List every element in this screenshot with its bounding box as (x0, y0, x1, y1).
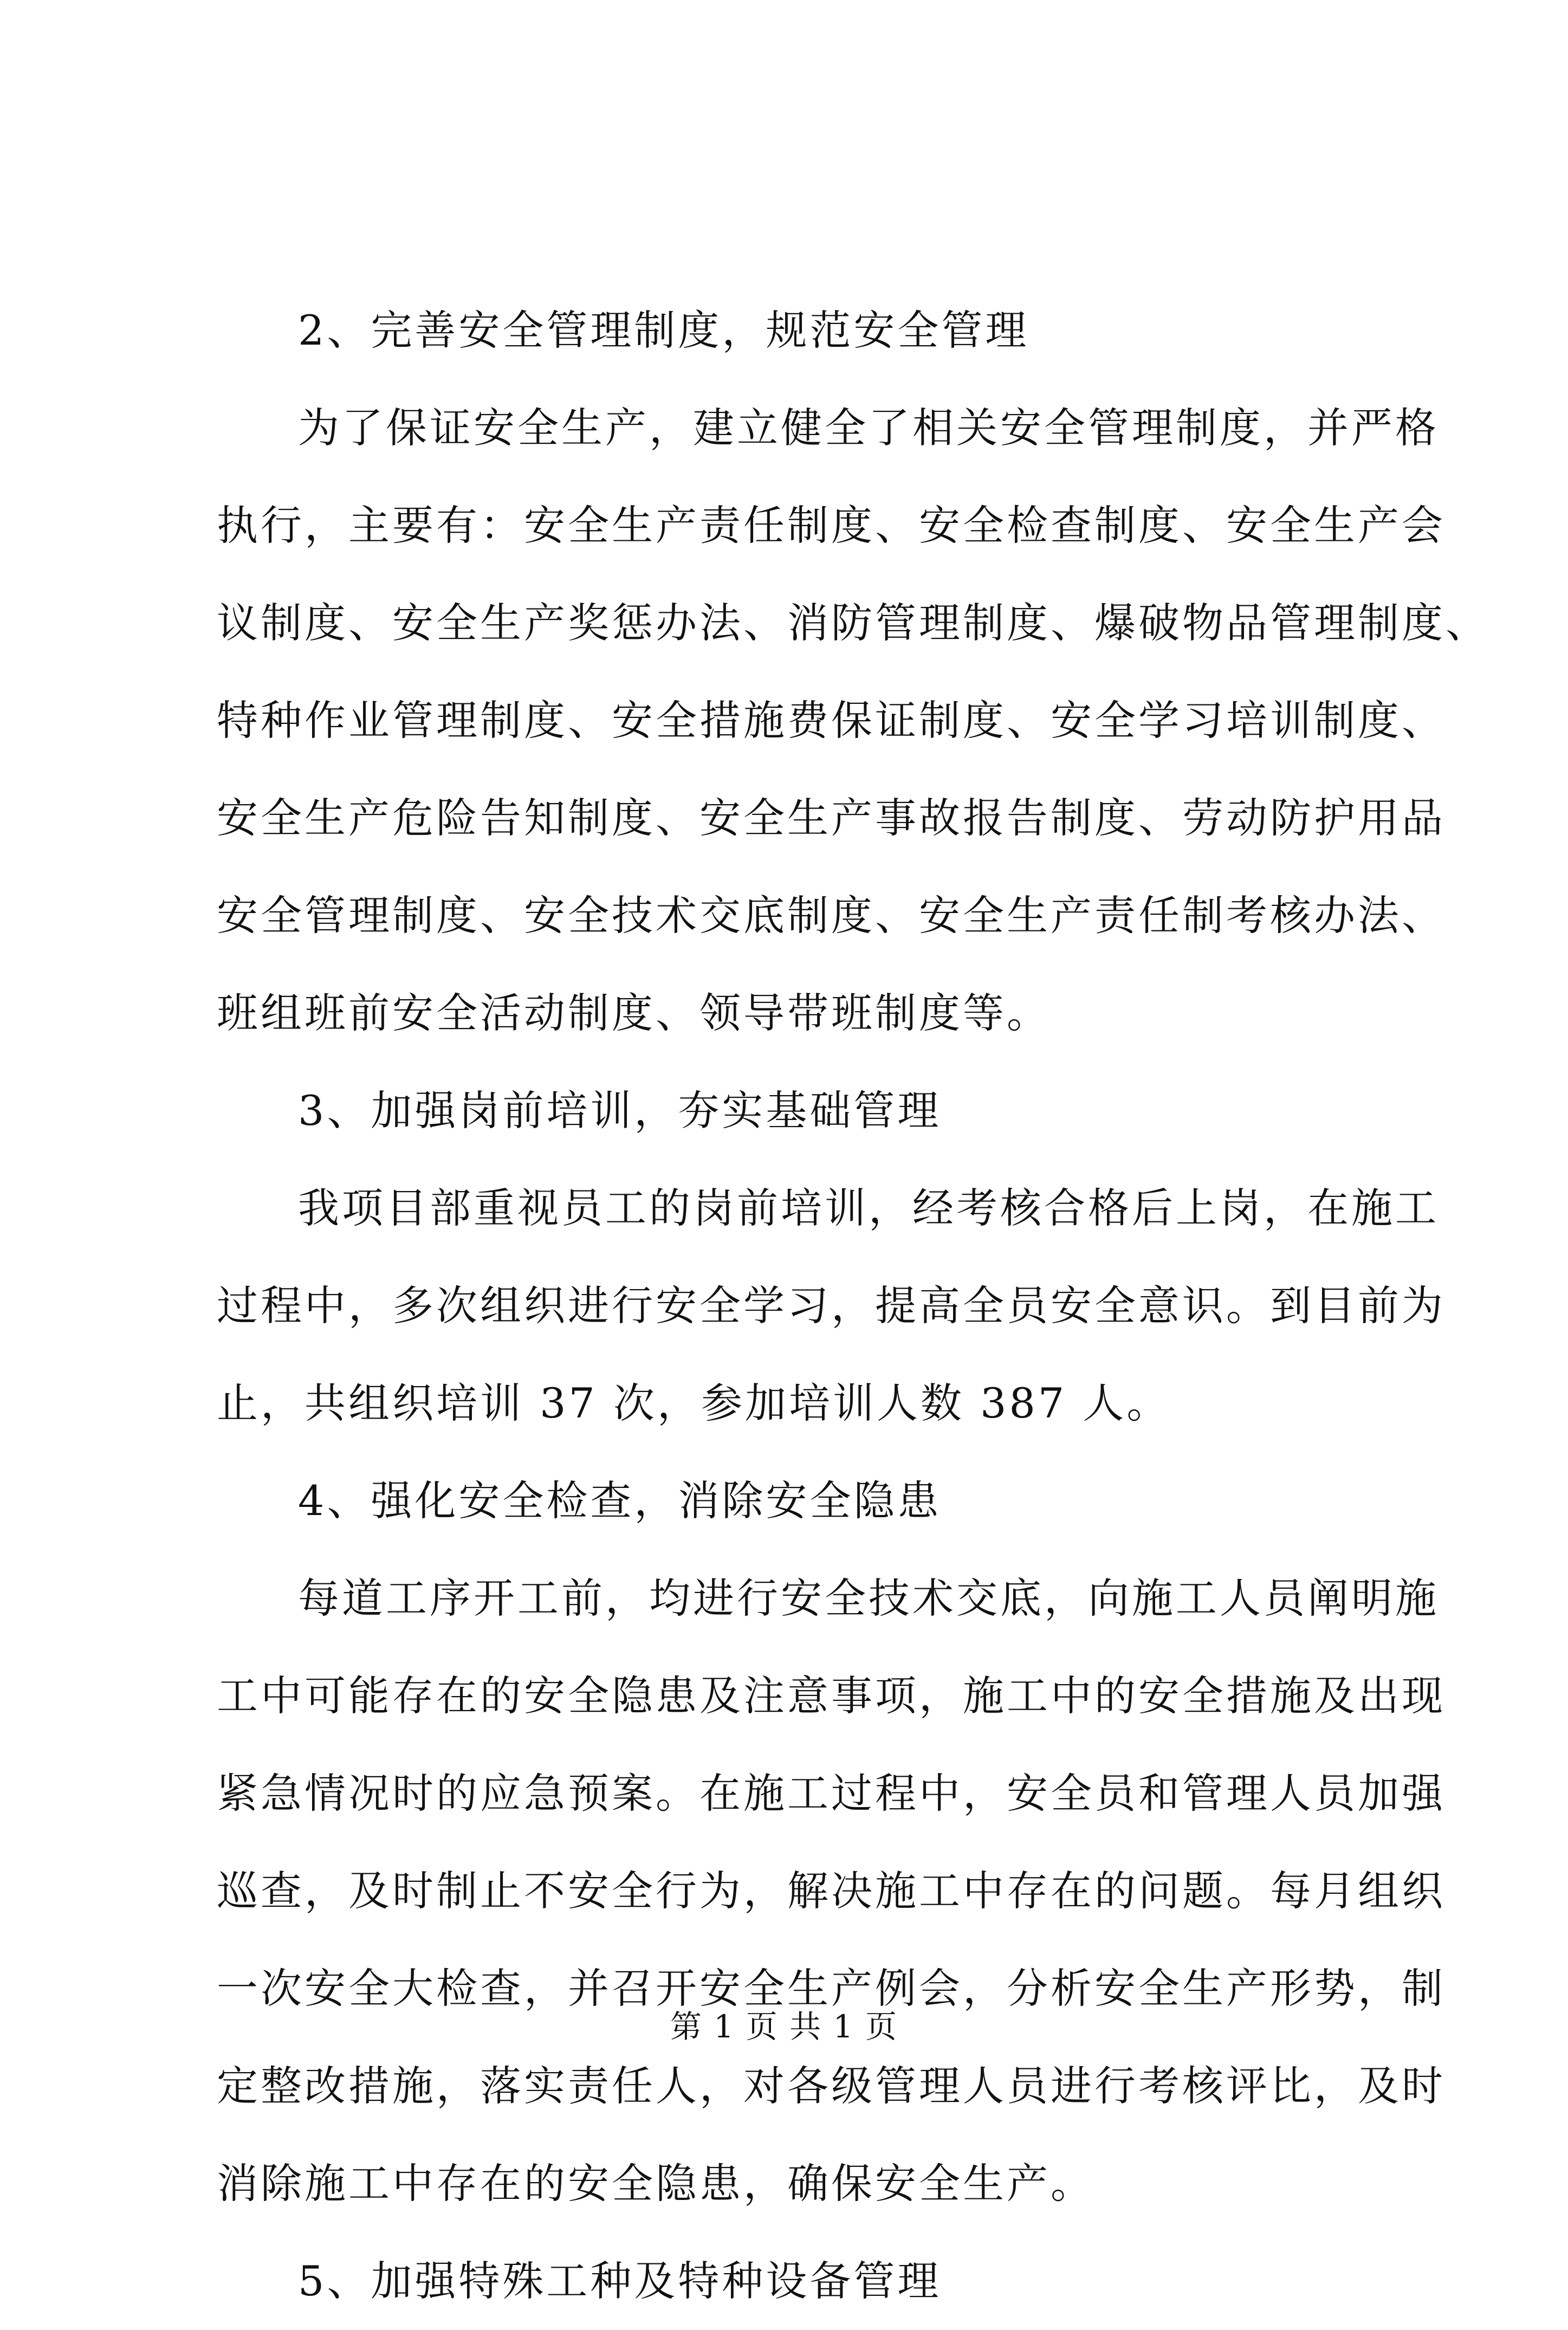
paragraph-line: 为了保证安全生产，建立健全了相关安全管理制度，并严格 (298, 404, 1439, 452)
paragraph-line: 消除施工中存在的安全隐患，确保安全生产。 (217, 2159, 1094, 2208)
section-heading-4: 4、强化安全检查，消除安全隐患 (298, 1477, 942, 1525)
paragraph-line: 执行，主要有：安全生产责任制度、安全检查制度、安全生产会 (217, 501, 1446, 549)
paragraph-line: 安全管理制度、安全技术交底制度、安全生产责任制考核办法、 (217, 891, 1446, 940)
paragraph-line: 我项目部重视员工的岗前培训，经考核合格后上岗，在施工 (298, 1184, 1439, 1232)
paragraph-line: 特种作业管理制度、安全措施费保证制度、安全学习培训制度、 (217, 696, 1446, 745)
section-heading-2: 2、完善安全管理制度，规范安全管理 (298, 306, 1029, 354)
section-heading-5: 5、加强特殊工种及特种设备管理 (298, 2257, 942, 2305)
paragraph-line: 一次安全大检查，并召开安全生产例会，分析安全生产形势，制 (217, 1964, 1446, 2012)
section-heading-3: 3、加强岗前培训，夯实基础管理 (298, 1086, 942, 1135)
paragraph-line: 紧急情况时的应急预案。在施工过程中，安全员和管理人员加强 (217, 1769, 1446, 1817)
paragraph-line: 班组班前安全活动制度、领导带班制度等。 (217, 989, 1051, 1037)
paragraph-line: 安全生产危险告知制度、安全生产事故报告制度、劳动防护用品 (217, 794, 1446, 842)
paragraph-line: 定整改措施，落实责任人，对各级管理人员进行考核评比，及时 (217, 2062, 1446, 2110)
paragraph-line: 巡查，及时制止不安全行为，解决施工中存在的问题。每月组织 (217, 1867, 1446, 1915)
paragraph-line: 议制度、安全生产奖惩办法、消防管理制度、爆破物品管理制度、 (217, 599, 1489, 647)
page-number-label: 第 1 页 共 1 页 (670, 2008, 898, 2045)
paragraph-line: 每道工序开工前，均进行安全技术交底，向施工人员阐明施 (298, 1574, 1439, 1622)
paragraph-line: 止，共组织培训 37 次，参加培训人数 387 人。 (217, 1379, 1171, 1427)
paragraph-line: 工中可能存在的安全隐患及注意事项，施工中的安全措施及出现 (217, 1672, 1446, 1720)
paragraph-line: 过程中，多次组织进行安全学习，提高全员安全意识。到目前为 (217, 1282, 1446, 1330)
page-footer (0, 2005, 1568, 2048)
